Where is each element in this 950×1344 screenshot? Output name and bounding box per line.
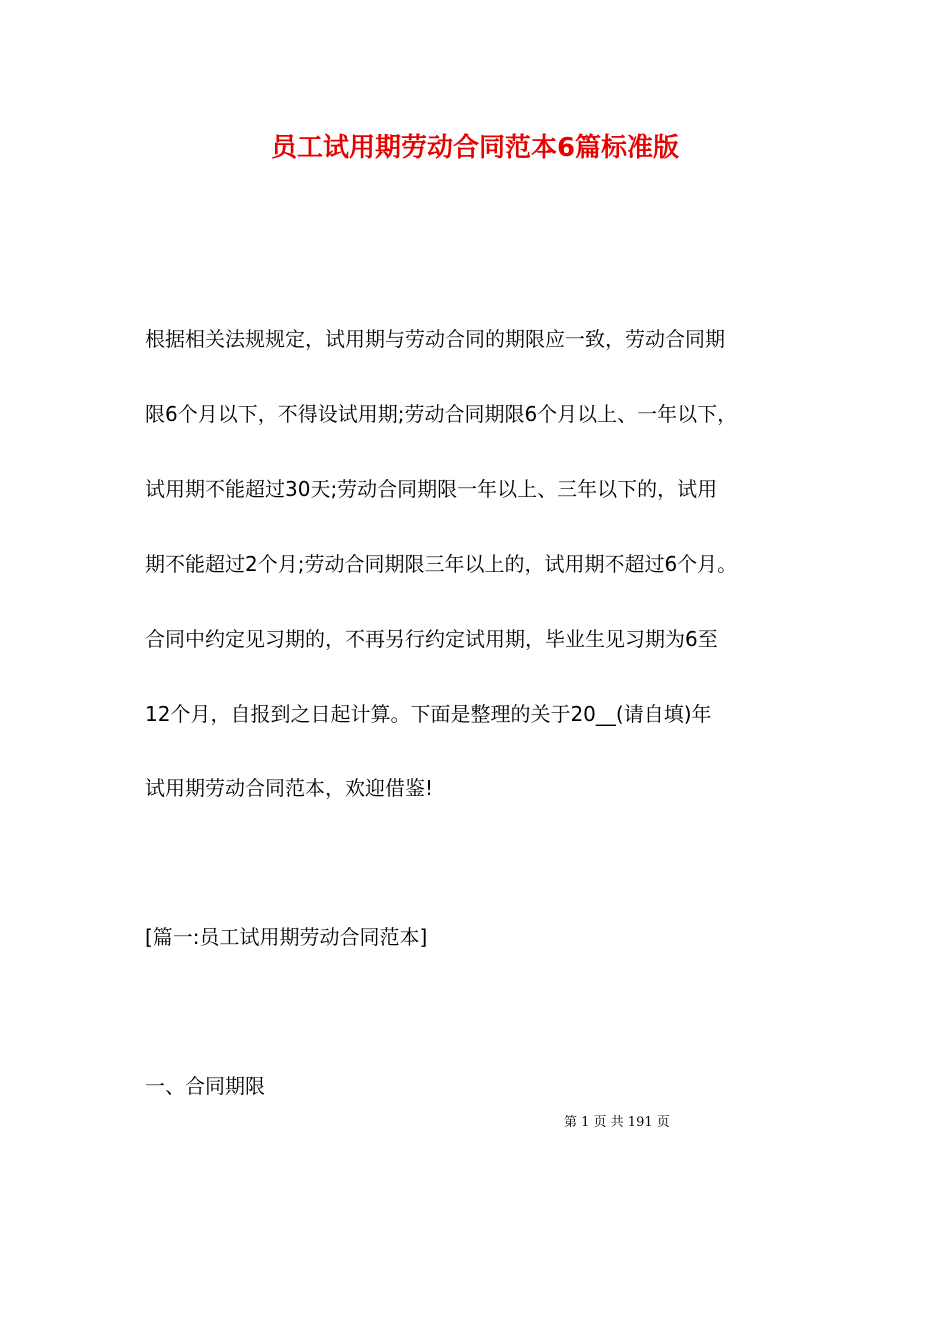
intro-line-6: 12个月，自报到之日起计算。下面是整理的关于20__(请自填)年 [145,702,712,726]
intro-line-7: 试用期劳动合同范本，欢迎借鉴! [145,776,434,800]
intro-line-3: 试用期不能超过30天;劳动合同期限一年以上、三年以下的，试用 [145,477,718,501]
intro-line-4: 期不能超过2个月;劳动合同期限三年以上的，试用期不超过6个月。 [145,552,738,576]
page-number-footer: 第 1 页 共 191 页 [564,1115,670,1130]
intro-line-1: 根据相关法规规定，试用期与劳动合同的期限应一致，劳动合同期 [145,327,725,351]
intro-line-2: 限6个月以下，不得设试用期;劳动合同期限6个月以上、一年以下， [145,402,738,426]
document-title: 员工试用期劳动合同范本6篇标准版 [270,133,680,163]
section-heading: [篇一:员工试用期劳动合同范本] [145,925,428,949]
subsection-heading: 一、合同期限 [145,1074,265,1098]
intro-line-5: 合同中约定见习期的，不再另行约定试用期，毕业生见习期为6至 [145,627,718,651]
